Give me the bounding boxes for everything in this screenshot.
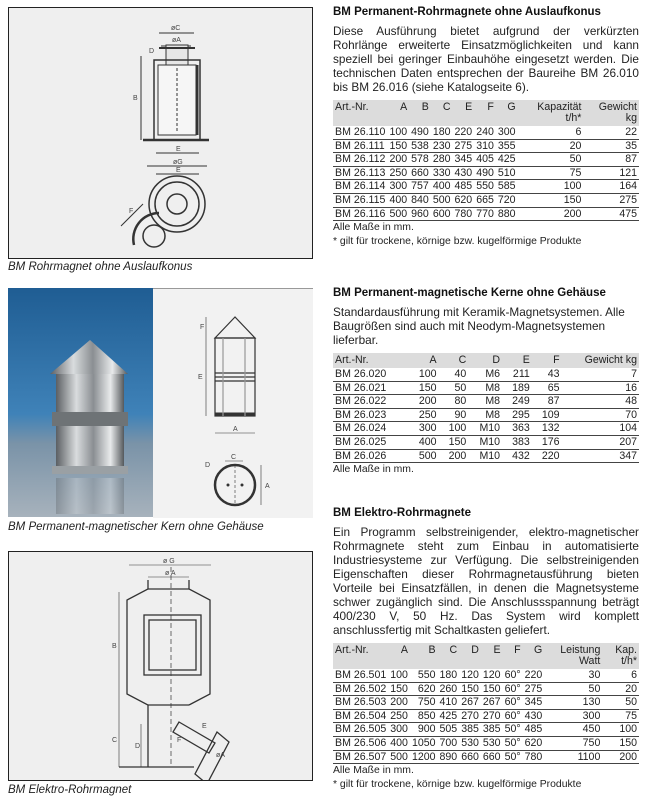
value-cell: 120 [461,669,479,681]
column-header: A [387,100,409,126]
value-cell: 425 [497,153,516,166]
value-cell: 505 [439,723,458,736]
column-header: G [496,100,518,126]
column-header: B [410,643,438,669]
article-number-cell: BM 26.112 [335,153,386,166]
value-cell: 330 [432,166,451,179]
value-cell: 345 [524,696,543,709]
section-title: BM Permanent-Rohrmagnete ohne Auslaufkonus [333,6,601,18]
value-cell: 960 [411,207,429,220]
value-cell: 840 [411,193,429,206]
value-cell: 850 [410,709,438,723]
value-cell: 189 [502,381,532,395]
magnetic-core-drawing [153,289,313,518]
value-cell: 60° [504,709,521,722]
spec-table [333,353,639,463]
note-footnote: * gilt für trockene, körnige bzw. kugelförmige Produkte [333,236,582,248]
value-cell: 1100 [544,750,602,764]
column-header: C [439,353,469,368]
value-cell: 250 [389,166,408,179]
article-number-cell: BM 26.026 [333,449,409,463]
value-cell: 22 [583,126,639,139]
value-cell: 60° [504,696,521,709]
value-cell: 50° [504,723,521,736]
magnetic-core-photo [8,288,153,517]
value-cell: 164 [583,180,639,194]
value-cell: 267 [461,696,479,709]
column-header: G [523,643,545,669]
dim-label-b: B [112,643,117,650]
value-cell: 100 [409,368,439,381]
article-number-cell: BM 26.502 [335,682,387,695]
value-cell: 770 [476,207,494,220]
value-cell: 490 [411,126,429,138]
figure-3-drawing-panel [8,551,313,781]
value-cell: 250 [390,709,408,722]
value-cell: 300 [544,709,602,723]
value-cell: 347 [562,449,639,463]
dim-label-d: D [205,462,211,469]
article-number-cell: BM 26.506 [335,736,387,749]
value-cell: 1200 [411,750,436,763]
value-cell: 400 [432,180,451,193]
value-cell: 20 [518,139,584,153]
article-number-cell: BM 26.021 [333,381,409,395]
value-cell: M10 [468,435,502,449]
value-cell: 90 [439,408,469,422]
figure-2-caption: BM Permanent-magnetischer Kern ohne Gehäuse [8,521,264,533]
article-number-cell: BM 26.505 [335,723,387,736]
value-cell: 385 [461,723,479,736]
table-row [333,696,639,710]
value-cell: 530 [482,736,501,749]
dim-label-e: E [176,146,181,153]
section-permanent-magnetic-cores [333,287,639,477]
value-cell: 757 [411,180,429,193]
value-cell: 176 [532,435,562,449]
table-row [333,381,639,395]
figure-2-drawing-panel [153,288,313,518]
table-row [333,207,639,221]
value-cell: 109 [532,408,562,422]
table-row [333,723,639,737]
value-cell: 1050 [411,736,436,749]
value-cell: 300 [409,422,439,436]
value-cell: 275 [454,139,473,152]
value-cell: 60° [504,669,521,681]
value-cell: 132 [532,422,562,436]
column-header: C [431,100,453,126]
column-header: Art.-Nr. [333,100,387,126]
value-cell: 220 [524,669,543,681]
value-cell: 121 [583,166,639,180]
value-cell: 16 [562,381,639,395]
table-row [333,368,639,381]
electro-tube-magnet-drawing [9,552,312,780]
dim-label-f: F [200,324,205,331]
dim-label-a: ø A [165,570,176,577]
value-cell: 430 [524,709,543,722]
table-row [333,408,639,422]
dim-label-c: C [112,737,118,744]
column-header: E [502,353,532,368]
value-cell: 40 [439,368,469,381]
value-cell: 100 [389,126,408,138]
column-header: Gewicht kg [583,100,639,126]
value-cell: 75 [602,709,639,723]
value-cell: 700 [439,736,458,749]
value-cell: 150 [439,435,469,449]
value-cell: 200 [518,207,584,221]
article-number-cell: BM 26.023 [333,408,409,422]
value-cell: 620 [410,682,438,696]
value-cell: 7 [562,368,639,381]
note-units: Alle Maße in mm. [333,765,414,777]
value-cell: 230 [432,139,451,152]
value-cell: 310 [476,139,494,152]
column-header: E [481,643,503,669]
value-cell: 120 [482,669,501,681]
figure-1-caption: BM Rohrmagnet ohne Auslaufkonus [8,261,193,273]
value-cell: 500 [390,750,408,763]
value-cell: 220 [454,126,473,138]
value-cell: 780 [454,207,473,220]
note-units: Alle Maße in mm. [333,464,414,476]
value-cell: 150 [389,139,408,152]
section-permanent-tube-magnets [333,6,639,249]
column-header: A [388,643,410,669]
value-cell: 750 [410,696,438,710]
article-number-cell: BM 26.025 [333,435,409,449]
table-row [333,153,639,167]
value-cell: 538 [411,139,429,152]
value-cell: 430 [454,166,473,179]
article-number-cell: BM 26.113 [335,166,386,179]
table-row [333,395,639,409]
value-cell: 150 [390,682,408,695]
value-cell: 250 [409,408,439,422]
value-cell: M8 [468,395,502,409]
value-cell: 300 [497,126,516,138]
dim-label-e2: E [176,167,181,174]
table-row [333,193,639,207]
table-row [333,449,639,463]
value-cell: 295 [502,408,532,422]
value-cell: 500 [409,449,439,463]
value-cell: 104 [562,422,639,436]
section-title: BM Elektro-Rohrmagnete [333,507,472,519]
value-cell: 780 [524,750,543,763]
value-cell: 200 [389,153,408,166]
section-description: Standardausführung mit Keramik-Magnetsystemen. Alle Baugrößen sind auch mit Neodym-Magnetsystemen lieferbar. [333,305,625,347]
value-cell: 240 [476,126,494,138]
figure-3-caption: BM Elektro-Rohrmagnet [8,784,132,796]
value-cell: 75 [518,166,584,180]
article-number-cell: BM 26.116 [335,207,386,220]
value-cell: 425 [439,709,458,722]
article-number-cell: BM 26.507 [335,750,387,763]
value-cell: 620 [524,736,543,749]
table-row [333,166,639,180]
value-cell: 180 [439,669,458,681]
value-cell: 220 [532,449,562,463]
column-header: F [503,643,523,669]
value-cell: M10 [468,449,502,463]
value-cell: 750 [544,736,602,750]
value-cell: 275 [583,193,639,207]
value-cell: M8 [468,381,502,395]
value-cell: 100 [390,669,408,681]
figure-2-photo [8,288,153,517]
value-cell: 100 [439,422,469,436]
value-cell: M8 [468,408,502,422]
value-cell: 180 [432,126,451,138]
value-cell: 578 [411,153,429,166]
article-number-cell: BM 26.115 [335,193,386,206]
value-cell: 70 [562,408,639,422]
value-cell: 80 [439,395,469,409]
column-header: F [474,100,496,126]
value-cell: 30 [544,669,602,682]
value-cell: 150 [602,736,639,750]
table-row [333,669,639,682]
value-cell: 50° [504,736,521,749]
table-row [333,180,639,194]
value-cell: 87 [532,395,562,409]
value-cell: 150 [518,193,584,207]
value-cell: 35 [583,139,639,153]
value-cell: 475 [583,207,639,221]
article-number-cell: BM 26.501 [335,669,387,681]
value-cell: 150 [482,682,501,695]
value-cell: 100 [602,723,639,737]
table-row [333,682,639,696]
dim-label-f: F [177,737,182,744]
dim-label-a2: øA [216,752,225,759]
value-cell: 207 [562,435,639,449]
value-cell: 400 [390,736,408,749]
value-cell: 43 [532,368,562,381]
value-cell: 6 [602,669,639,682]
value-cell: 530 [461,736,479,749]
value-cell: 270 [482,709,501,722]
dim-label-f: F [129,208,134,215]
value-cell: 665 [476,193,494,206]
value-cell: 550 [476,180,494,193]
table-row [333,139,639,153]
value-cell: 211 [502,368,532,381]
dim-label-c: C [231,454,237,461]
value-cell: 150 [461,682,479,695]
value-cell: 450 [544,723,602,737]
value-cell: 50 [518,153,584,167]
spec-table [333,100,639,221]
value-cell: 405 [476,153,494,166]
value-cell: 60° [504,682,521,695]
value-cell: 20 [602,682,639,696]
value-cell: 383 [502,435,532,449]
value-cell: 490 [476,166,494,179]
value-cell: 280 [432,153,451,166]
column-header: E [453,100,475,126]
dim-label-g: øG [173,159,183,166]
value-cell: M10 [468,422,502,436]
article-number-cell: BM 26.503 [335,696,387,709]
value-cell: 400 [409,435,439,449]
value-cell: 260 [439,682,458,695]
value-cell: 50 [439,381,469,395]
article-number-cell: BM 26.110 [335,126,386,138]
value-cell: 200 [390,696,408,709]
column-header: Leistung Watt [544,643,602,669]
article-number-cell: BM 26.020 [333,368,409,381]
dim-label-c: øC [171,25,181,32]
value-cell: 270 [461,709,479,722]
article-number-cell: BM 26.022 [333,395,409,409]
value-cell: 510 [497,166,516,179]
value-cell: 660 [482,750,501,763]
value-cell: 900 [410,723,438,737]
column-header: Kap. t/h* [602,643,639,669]
figure-1-drawing-panel [8,7,313,259]
value-cell: 410 [439,696,458,709]
value-cell: 385 [482,723,501,736]
value-cell: 363 [502,422,532,436]
value-cell: 550 [410,669,438,682]
value-cell: 50° [504,750,521,763]
dim-label-d: D [149,48,155,55]
value-cell: 890 [439,750,458,763]
value-cell: 100 [518,180,584,194]
table-row [333,709,639,723]
dim-label-e: E [202,723,207,730]
value-cell: 200 [409,395,439,409]
column-header: A [409,353,439,368]
section-description: Ein Programm selbstreinigender, elektro-magnetischer Rohrmagnete steht zum Einbau in automatisierte Industriesysteme zur Verfügung. Die selbstreinigenden Eigenschaften dieser Rohrmagnetausführung bieten Vorteile bei Einsatzfällen, in denen die Magnetsysteme schwer zugänglich sind. Die Anschlussspannung beträgt 400/230 V, 50 Hz. Das System wird komplett anschlussfertig mit Schaltkasten geliefert. [333,525,639,637]
value-cell: 300 [390,723,408,736]
value-cell: 200 [602,750,639,764]
value-cell: 660 [461,750,479,763]
value-cell: 50 [602,696,639,710]
table-row [333,750,639,764]
value-cell: 355 [497,139,516,152]
value-cell: 50 [544,682,602,696]
section-title: BM Permanent-magnetische Kerne ohne Gehäuse [333,287,606,299]
value-cell: 275 [524,682,543,695]
column-header: D [468,353,502,368]
table-row [333,736,639,750]
table-row [333,435,639,449]
value-cell: 500 [432,193,451,206]
value-cell: 485 [524,723,543,736]
value-cell: 500 [389,207,408,220]
column-header: Gewicht kg [562,353,639,368]
section-electro-tube-magnets [333,507,639,792]
value-cell: M6 [468,368,502,381]
column-header: F [532,353,562,368]
tube-magnet-drawing [9,8,312,258]
value-cell: 585 [497,180,516,193]
section-description: Diese Ausführung bietet aufgrund der verkürzten Rohrlänge erweiterte Einsatzmöglichkeiten und kann speziell bei geringer Einbauhöhe eingesetzt werden. Die technischen Daten entsprechen der Baureihe BM 26.010 bis BM 26.016 (siehe Katalogseite 6). [333,24,639,94]
dim-label-g: ø G [163,558,175,565]
table-row [333,126,639,139]
column-header: Kapazität t/h* [518,100,584,126]
value-cell: 600 [432,207,451,220]
column-header: C [438,643,460,669]
value-cell: 87 [583,153,639,167]
column-header: Art.-Nr. [333,643,388,669]
value-cell: 65 [532,381,562,395]
dim-label-a: øA [172,37,181,44]
value-cell: 267 [482,696,501,709]
value-cell: 300 [389,180,408,193]
value-cell: 48 [562,395,639,409]
article-number-cell: BM 26.024 [333,422,409,436]
value-cell: 720 [497,193,516,206]
dim-label-e: E [198,374,203,381]
article-number-cell: BM 26.114 [335,180,386,193]
article-number-cell: BM 26.111 [333,139,387,153]
note-footnote: * gilt für trockene, körnige bzw. kugelförmige Produkte [333,779,582,791]
dim-label-a: A [233,426,238,433]
dim-label-d: D [135,743,141,750]
spec-table [333,643,639,764]
article-number-cell: BM 26.504 [335,709,387,722]
column-header: B [409,100,431,126]
value-cell: 432 [502,449,532,463]
value-cell: 150 [409,381,439,395]
dim-label-b: B [133,95,138,102]
table-row [333,422,639,436]
value-cell: 6 [518,126,584,139]
dim-label-a2: A [265,483,270,490]
column-header: D [459,643,481,669]
value-cell: 200 [439,449,469,463]
value-cell: 485 [454,180,473,193]
note-units: Alle Maße in mm. [333,222,414,234]
value-cell: 249 [502,395,532,409]
value-cell: 880 [497,207,516,220]
value-cell: 660 [411,166,429,179]
value-cell: 400 [389,193,408,206]
value-cell: 620 [454,193,473,206]
value-cell: 345 [454,153,473,166]
column-header: Art.-Nr. [333,353,409,368]
value-cell: 130 [544,696,602,710]
